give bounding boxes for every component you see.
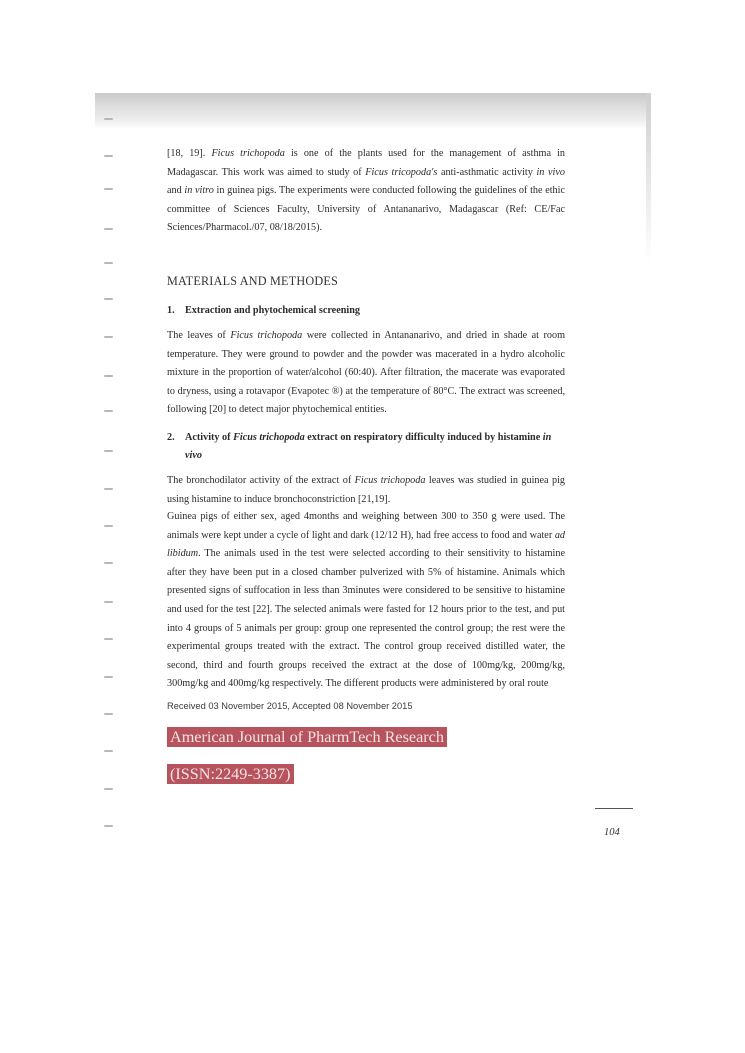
issn-banner: (ISSN:2249-3387) [167,764,294,784]
binding-mark [104,336,113,338]
binding-mark [104,825,113,827]
binding-mark [104,188,113,190]
binding-mark [104,676,113,678]
binding-mark [104,410,113,412]
extraction-paragraph-block [167,327,565,420]
bronchodilator-paragraph-block [167,472,565,509]
binding-mark [104,601,113,603]
binding-mark [104,562,113,564]
journal-name-banner: American Journal of PharmTech Research [167,727,447,747]
scan-shadow-right [646,93,651,263]
binding-mark [104,788,113,790]
binding-mark [104,750,113,752]
intro-paragraph-block [167,145,565,238]
binding-mark [104,450,113,452]
scan-shadow-top [95,93,651,129]
subheading-extraction: 1. Extraction and phytochemical screening [167,305,360,316]
binding-mark [104,638,113,640]
page-number: 104 [604,827,620,838]
intro-paragraph: [18, 19]. Ficus trichopoda is one of the plants used for the management of asthma in Madagascar. This work was aimed to study of Ficus tricopoda's anti-asthmatic activity in vivo and in vitro in guinea pigs. The experiments were conducted following the guidelines of the ethic committee of Sciences Faculty, University of Antananarivo, Madagascar (Ref: CE/Fac Sciences/Pharmacol./07, 08/18/2015). [167,148,565,234]
received-accepted-dates: Received 03 November 2015, Accepted 08 November 2015 [167,701,413,711]
footer-rule [595,808,633,809]
binding-mark [104,228,113,230]
binding-mark [104,525,113,527]
subheading-activity-cont: vivo [185,450,202,461]
section-title: MATERIALS AND METHODES [167,274,338,288]
binding-mark [104,298,113,300]
methods-paragraph: Guinea pigs of either sex, aged 4months and weighing between 300 to 350 g were used. The animals were kept under a cycle of light and dark (12/12 H), had free access to food and water ad libidum. The animals used in the test were selected according to their sensitivity to histamine after they have been put in a closed chamber pulverized with 5% of histamine. Animals which presented signs of suffocation in less than 3minutes were considered to be sensitive to histamine and used for the test [22]. The selected animals were fasted for 12 hours prior to the test, and put into 4 groups of 5 animals per group: group one represented the control group; the rest were the experimental groups treated with the extract. The control group received distilled water, the second, third and fourth groups received the extract at the dose of 100mg/kg, 200mg/kg, 300mg/kg and 400mg/kg respectively. The different products were administered by oral route [167,511,565,690]
extraction-paragraph: The leaves of Ficus trichopoda were collected in Antananarivo, and dried in shade at room temperature. They were ground to powder and the powder was macerated in a hydro alcoholic mixture in the proportion of water/alcohol (60:40). After filtration, the macerate was evaporated to dryness, using a rotavapor (Evapotec ®) at the temperature of 80°C. The extract was screened, following [20] to detect major phytochemical entities. [167,330,566,416]
methods-paragraph-block [167,508,565,694]
subheading-activity: 2. Activity of Ficus trichopoda extract on respiratory difficulty induced by histamine in [167,432,552,443]
binding-mark [104,375,113,377]
binding-mark [104,713,113,715]
bronchodilator-paragraph: The bronchodilator activity of the extract of Ficus trichopoda leaves was studied in guinea pig using histamine to induce bronchoconstriction [21,19]. [167,475,566,505]
binding-mark [104,262,113,264]
binding-mark [104,488,113,490]
binding-mark [104,118,113,120]
binding-mark [104,155,113,157]
